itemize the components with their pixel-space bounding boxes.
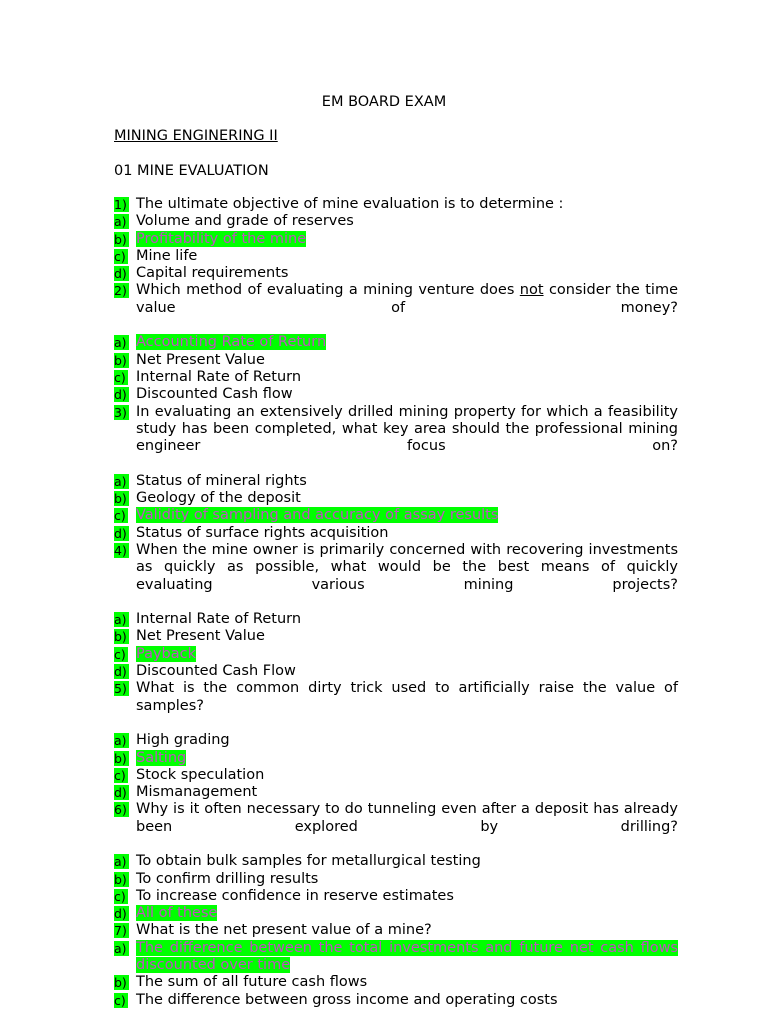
answer-option	[114, 213, 678, 230]
option-letter: d)	[114, 387, 127, 403]
question-text: The ultimate objective of mine evaluation is to determine :	[136, 196, 564, 212]
question-text: Which method of evaluating a mining venture does not consider the time value of money?	[136, 282, 678, 316]
answer-option	[114, 750, 678, 767]
question-item	[114, 542, 678, 611]
option-letter: c)	[114, 508, 126, 524]
option-text: Discounted Cash flow	[136, 386, 293, 403]
option-text: Stock speculation	[136, 766, 265, 783]
option-text: Net Present Value	[136, 628, 265, 645]
section-heading: 01 MINE EVALUATION	[114, 163, 269, 179]
option-letter: d)	[114, 525, 127, 541]
answer-option	[114, 767, 678, 784]
correct-answer-text: All of these	[136, 905, 218, 922]
option-letter: a)	[114, 940, 127, 956]
option-text: Status of surface rights acquisition	[136, 524, 389, 541]
question-item	[114, 196, 678, 213]
answer-option	[114, 490, 678, 507]
option-letter: d)	[114, 785, 127, 801]
option-letter: a)	[114, 612, 127, 628]
option-letter: d)	[114, 664, 127, 680]
underlined-word: not	[519, 282, 544, 299]
question-item	[114, 282, 678, 334]
option-letter: a)	[114, 733, 127, 749]
option-letter: b)	[114, 750, 127, 766]
option-letter: d)	[114, 266, 127, 282]
answer-option	[114, 732, 678, 749]
option-letter: a)	[114, 335, 127, 351]
question-item	[114, 404, 678, 473]
question-list	[114, 196, 678, 1009]
answer-option	[114, 525, 678, 542]
answer-option	[114, 853, 678, 870]
answer-option	[114, 611, 678, 628]
option-text: To confirm drilling results	[136, 870, 319, 887]
question-number: 4)	[114, 542, 127, 558]
correct-answer-text: The difference between the total investments and future net cash flows discounted over time	[136, 939, 678, 974]
answer-option	[114, 974, 678, 991]
option-text: To obtain bulk samples for metallurgical testing	[136, 853, 481, 870]
question-text: What is the common dirty trick used to artificially raise the value of samples?	[136, 680, 678, 714]
question-text: When the mine owner is primarily concerned with recovering investments as quickly as possible, what would be the best means of quickly evaluating various mining projects?	[136, 541, 678, 593]
question-number: 6)	[114, 802, 127, 818]
document-title: EM BOARD EXAM	[321, 94, 447, 110]
question-item	[114, 922, 678, 939]
option-letter: c)	[114, 992, 126, 1008]
option-letter: b)	[114, 975, 127, 991]
option-text: Capital requirements	[136, 265, 289, 282]
option-letter: a)	[114, 473, 127, 489]
option-text: Net Present Value	[136, 351, 265, 368]
option-letter: b)	[114, 871, 127, 887]
question-item	[114, 680, 678, 732]
option-text: Status of mineral rights	[136, 472, 307, 489]
option-text: Volume and grade of reserves	[136, 213, 354, 230]
question-number: 2)	[114, 283, 127, 299]
answer-option	[114, 507, 678, 524]
answer-option	[114, 992, 678, 1009]
question-text: What is the net present value of a mine?	[136, 922, 432, 939]
option-text: The difference between gross income and operating costs	[136, 991, 558, 1008]
question-number: 1)	[114, 197, 127, 212]
option-letter: c)	[114, 888, 126, 904]
question-item	[114, 801, 678, 853]
question-number: 3)	[114, 404, 127, 420]
answer-option	[114, 871, 678, 888]
question-text: Why is it often necessary to do tunneling even after a deposit has already been explored by drilling?	[136, 801, 678, 835]
answer-option	[114, 352, 678, 369]
course-heading: MINING ENGINERING II	[114, 128, 278, 144]
answer-option	[114, 940, 678, 975]
correct-answer-text: Payback	[136, 645, 197, 662]
question-number: 7)	[114, 923, 127, 939]
option-letter: d)	[114, 906, 127, 922]
answer-option	[114, 265, 678, 282]
option-letter: b)	[114, 491, 127, 507]
option-text: Internal Rate of Return	[136, 368, 302, 385]
question-number: 5)	[114, 681, 127, 697]
option-text: To increase confidence in reserve estimates	[136, 887, 454, 904]
answer-option	[114, 905, 678, 922]
answer-option	[114, 663, 678, 680]
answer-option	[114, 369, 678, 386]
option-letter: a)	[114, 214, 127, 230]
option-letter: b)	[114, 231, 127, 247]
option-text: Mismanagement	[136, 784, 258, 801]
question-text: In evaluating an extensively drilled mining property for which a feasibility study has been completed, what key area should the professional mining engineer focus on?	[136, 403, 678, 455]
answer-option	[114, 386, 678, 403]
option-text: Mine life	[136, 247, 198, 264]
correct-answer-text: Profitability of the mine	[136, 230, 307, 247]
answer-option	[114, 628, 678, 645]
answer-option	[114, 473, 678, 490]
option-letter: c)	[114, 369, 126, 385]
option-letter: c)	[114, 248, 126, 264]
answer-option	[114, 646, 678, 663]
option-letter: a)	[114, 854, 127, 870]
option-text: Internal Rate of Return	[136, 611, 302, 628]
option-text: High grading	[136, 732, 230, 749]
option-text: Geology of the deposit	[136, 490, 301, 507]
answer-option	[114, 888, 678, 905]
answer-option	[114, 231, 678, 248]
correct-answer-text: Validity of sampling and accuracy of assay results	[136, 507, 499, 524]
option-text: The sum of all future cash flows	[136, 974, 368, 991]
option-letter: b)	[114, 352, 127, 368]
answer-option	[114, 248, 678, 265]
option-letter: c)	[114, 646, 126, 662]
correct-answer-text: Salting	[136, 749, 187, 766]
option-letter: c)	[114, 767, 126, 783]
option-letter: b)	[114, 629, 127, 645]
correct-answer-text: Accounting Rate of Return	[136, 334, 327, 351]
answer-option	[114, 334, 678, 351]
answer-option	[114, 784, 678, 801]
option-text: Discounted Cash Flow	[136, 663, 296, 680]
